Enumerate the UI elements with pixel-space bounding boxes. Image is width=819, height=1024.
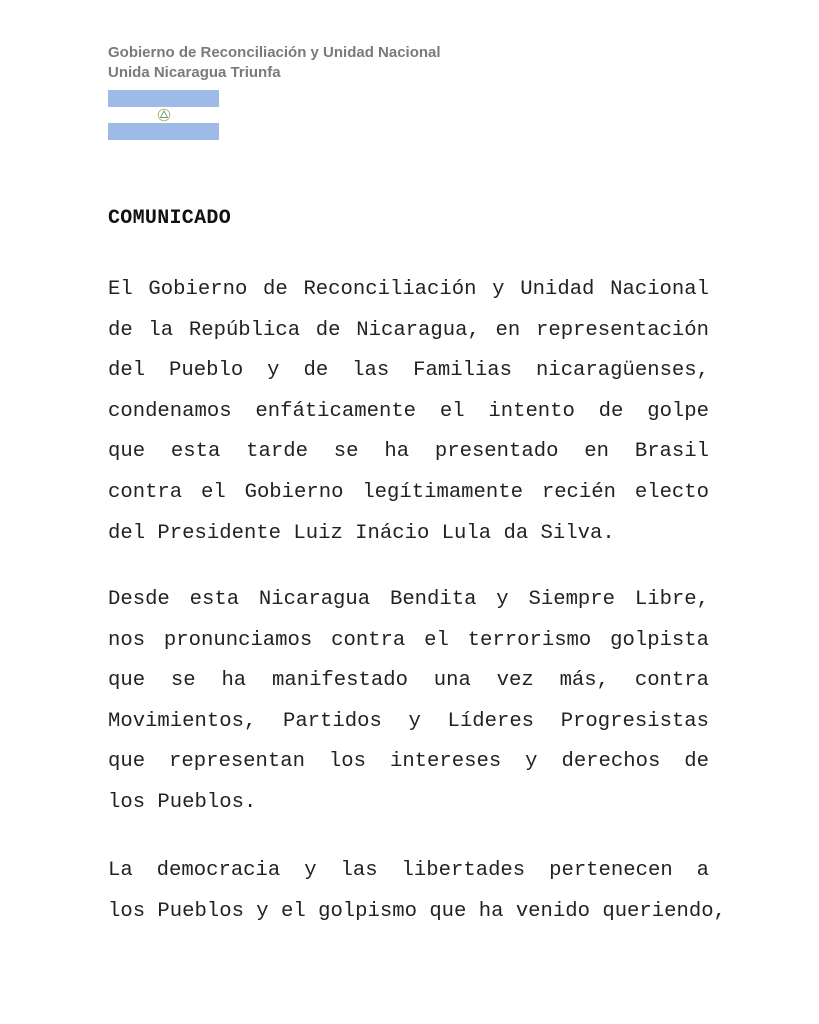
text-line: nos pronunciamos contra el terrorismo golpista — [108, 628, 709, 652]
nicaragua-flag-icon — [108, 90, 219, 140]
text-line: de la República de Nicaragua, en representación — [108, 318, 709, 342]
flag-middle-band — [108, 107, 219, 124]
text-line: que representan los intereses y derechos de — [108, 750, 709, 774]
text-line: del Presidente Luiz Inácio Lula da Silva. — [108, 521, 615, 545]
text-line: los Pueblos. — [108, 790, 257, 814]
text-line: El Gobierno de Reconciliación y Unidad Nacional — [108, 278, 709, 301]
text-line: La democracia y las libertades pertenecen a — [108, 859, 709, 882]
text-line: Desde esta Nicaragua Bendita y Siempre Libre, — [108, 588, 709, 611]
government-slogan: Unida Nicaragua Triunfa — [108, 64, 281, 81]
flag-top-band — [108, 90, 219, 107]
letterhead — [108, 43, 441, 83]
text-line: condenamos enfáticamente el intento de golpe — [108, 399, 709, 423]
text-line: que esta tarde se ha presentado en Brasil — [108, 440, 709, 464]
coat-of-arms-icon — [157, 108, 171, 121]
flag-bottom-band — [108, 123, 219, 140]
paragraph-3 — [108, 851, 726, 932]
paragraph-2 — [108, 580, 709, 824]
text-line: los Pueblos y el golpismo que ha venido queriendo, — [108, 899, 726, 923]
text-line: contra el Gobierno legítimamente recién electo — [108, 480, 709, 504]
document-title: COMUNICADO — [108, 207, 232, 230]
text-line: Movimientos, Partidos y Líderes Progresistas — [108, 709, 709, 733]
government-name: Gobierno de Reconciliación y Unidad Nacional — [108, 44, 441, 61]
text-line: del Pueblo y de las Familias nicaragüenses, — [108, 359, 709, 383]
text-line: que se ha manifestado una vez más, contra — [108, 669, 709, 693]
paragraph-1 — [108, 270, 709, 554]
